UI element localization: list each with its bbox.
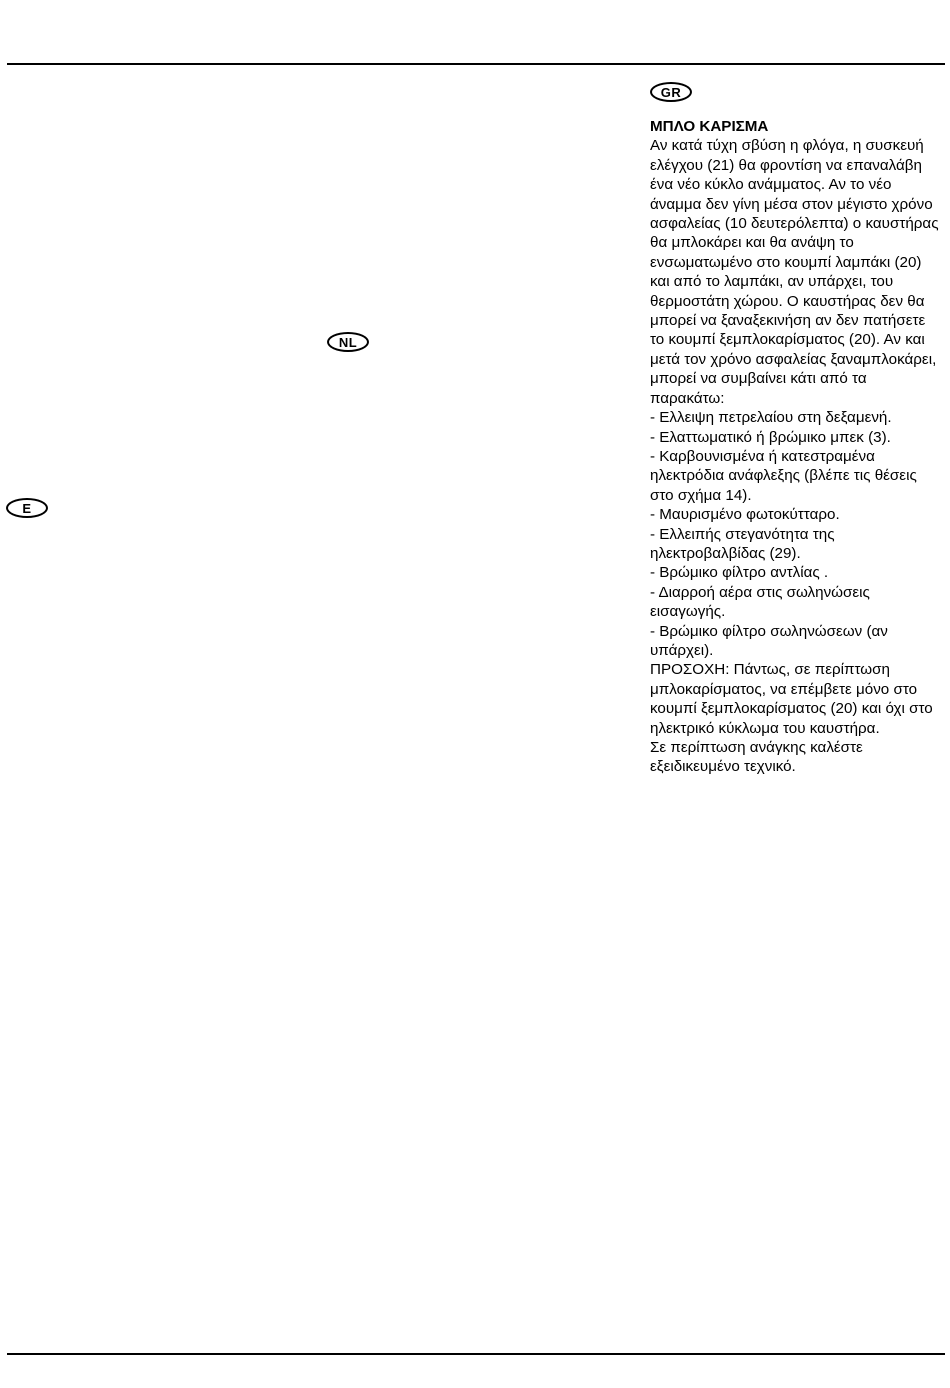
cause-item-photocell: - Μαυρισμένο φωτοκύτταρο. — [650, 506, 840, 524]
language-badge-e: E — [6, 498, 48, 518]
bottom-rule — [7, 1353, 945, 1355]
section-heading: ΜΠΛΟ ΚΑΡΙΣΜΑ — [650, 118, 769, 135]
cause-item-fuel: - Ελλειψη πετρελαίου στη δεξαμενή. — [650, 409, 892, 427]
cause-item-nozzle: - Ελαττωματικό ή βρώμικο μπεκ (3). — [650, 428, 891, 446]
closing-paragraph: Σε περίπτωση ανάγκης καλέστε εξειδικευμένο τεχνικό. — [650, 739, 863, 776]
cause-item-valve: - Ελλειπής στεγανότητα της ηλεκτροβαλβίδας (29). — [650, 525, 835, 562]
language-badge-nl: NL — [327, 332, 369, 352]
language-badge-gr: GR — [650, 82, 692, 102]
warning-paragraph: ΠΡΟΣΟΧΗ: Πάντως, σε περίπτωση μπλοκαρίσματος, να επέμβετε μόνο στο κουμπί ξεμπλοκαρίσματος (20) και όχι στο ηλεκτρικό κύκλωμα του καυστήρα. — [650, 661, 933, 737]
intro-paragraph: Αν κατά τύχη σβύση η φλόγα, η συσκευή ελέγχου (21) θα φροντίση να επαναλάβη ένα νέο κύκλο ανάμματος. Αν το νέο άναμμα δεν γίνη μέσα στον μέγιστο χρόνο ασφαλείας (10 δευτερόλεπτα) ο καυστήρας θα μπλοκάρει και θα ανάψη το ενσωματωμένο στο κουμπί λαμπάκι (20) και από το λαμπάκι, αν υπάρχει, του θερμοστάτη χώρου. Ο καυστήρας δεν θα μπορεί να ξαναξεκινήση αν δεν πατήσετε το κουμπί ξεμπλοκαρίσματος (20). Αν και μετά τον χρόνο ασφαλείας ξαναμπλοκάρει, μπορεί να συμβαίνει κάτι από τα παρακάτω: — [650, 137, 939, 407]
cause-item-pump-filter: - Βρώμικο φίλτρο αντλίας . — [650, 564, 829, 582]
cause-item-line-filter: - Βρώμικο φίλτρο σωληνώσεων (αν υπάρχει). — [650, 622, 888, 659]
cause-item-electrodes: - Καρβουνισμένα ή κατεστραμένα ηλεκτρόδια ανάφλεξης (βλέπε τις θέσεις στο σχήμα 14). — [650, 447, 917, 504]
top-rule — [7, 63, 945, 65]
cause-item-air-leak: - Διαρροή αέρα στις σωληνώσεις εισαγωγής. — [650, 583, 870, 621]
greek-text-column — [650, 117, 942, 777]
